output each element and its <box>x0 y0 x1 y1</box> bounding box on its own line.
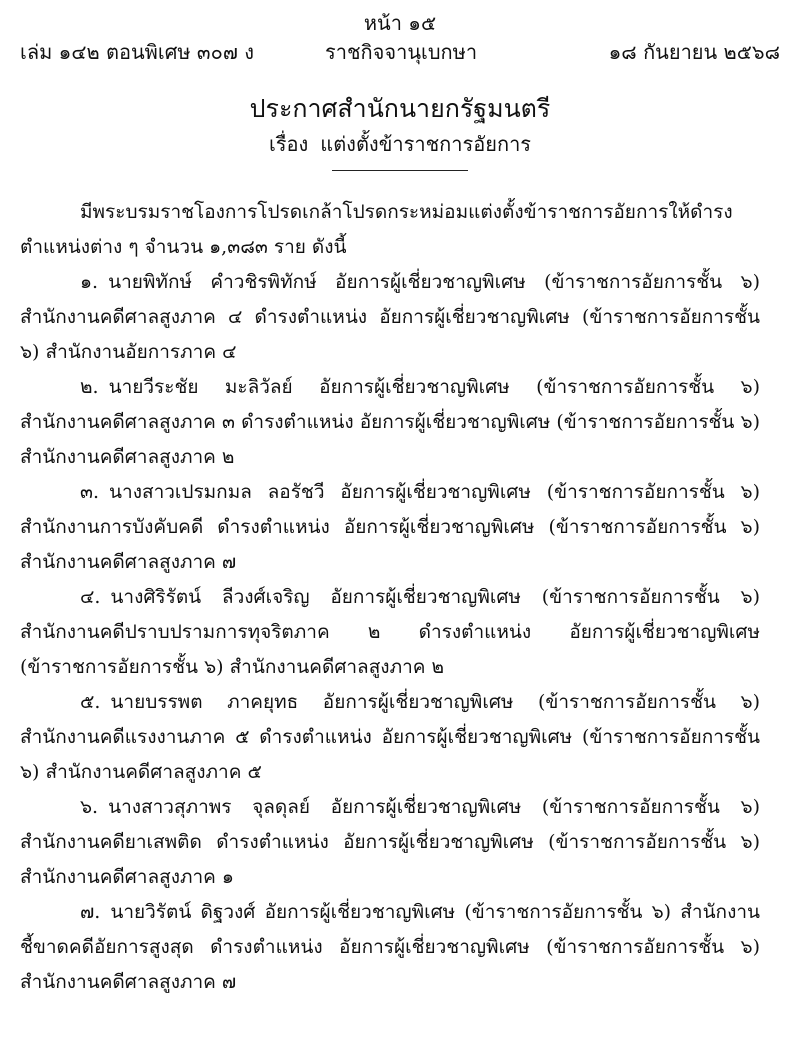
subject-text: แต่งตั้งข้าราชการอัยการ <box>320 132 532 156</box>
title-divider <box>332 170 468 171</box>
item-text: นางสาวสุภาพร จุลดุลย์ อัยการผู้เชี่ยวชาญพิเศษ (ข้าราชการอัยการชั้น ๖) สำนักงานคดียาเสพติด ดำรงตำแหน่ง อัยการผู้เชี่ยวชาญพิเศษ (ข้าราชการอัยการชั้น ๖) สำนักงานคดีศาลสูงภาค ๑ <box>20 796 760 888</box>
item-text: นายบรรพต ภาคยุทธ อัยการผู้เชี่ยวชาญพิเศษ (ข้าราชการอัยการชั้น ๖) สำนักงานคดีแรงงานภาค ๕ ดำรงตำแหน่ง อัยการผู้เชี่ยวชาญพิเศษ (ข้าราชการอัยการชั้น ๖) สำนักงานคดีศาลสูงภาค ๕ <box>20 691 760 783</box>
list-item <box>20 370 760 475</box>
item-number: ๔. <box>80 586 101 608</box>
announcement-subject <box>0 130 800 158</box>
item-number: ๓. <box>80 481 100 503</box>
list-item <box>20 895 760 1000</box>
intro-paragraph: มีพระบรมราชโองการโปรดเกล้าโปรดกระหม่อมแต่งตั้งข้าราชการอัยการให้ดำรงตำแหน่งต่าง ๆ จำนวน ๑,๓๘๓ ราย ดังนี้ <box>20 201 733 258</box>
publication-name: ราชกิจจานุเบกษา <box>325 40 478 64</box>
item-text: นางศิริรัตน์ ลีวงศ์เจริญ อัยการผู้เชี่ยวชาญพิเศษ (ข้าราชการอัยการชั้น ๖) สำนักงานคดีปราบปรามการทุจริตภาค ๒ ดำรงตำแหน่ง อัยการผู้เชี่ยวชาญพิเศษ (ข้าราชการอัยการชั้น ๖) สำนักงานคดีศาลสูงภาค ๒ <box>20 586 760 678</box>
item-text: นายพิทักษ์ คำวชิรพิทักษ์ อัยการผู้เชี่ยวชาญพิเศษ (ข้าราชการอัยการชั้น ๖) สำนักงานคดีศาลสูงภาค ๔ ดำรงตำแหน่ง อัยการผู้เชี่ยวชาญพิเศษ (ข้าราชการอัยการชั้น ๖) สำนักงานอัยการภาค ๔ <box>20 271 760 363</box>
item-text: นางสาวเปรมกมล ลอรัชวี อัยการผู้เชี่ยวชาญพิเศษ (ข้าราชการอัยการชั้น ๖) สำนักงานการบังคับคดี ดำรงตำแหน่ง อัยการผู้เชี่ยวชาญพิเศษ (ข้าราชการอัยการชั้น ๖) สำนักงานคดีศาลสูงภาค ๗ <box>20 481 760 573</box>
list-item <box>20 685 760 790</box>
volume-issue: เล่ม ๑๔๒ ตอนพิเศษ ๓๐๗ ง <box>20 40 254 64</box>
list-item <box>20 790 760 895</box>
gazette-header <box>20 38 780 66</box>
item-text: นายวิรัตน์ ดิฐวงศ์ อัยการผู้เชี่ยวชาญพิเศษ (ข้าราชการอัยการชั้น ๖) สำนักงานชี้ขาดคดีอัยการสูงสุด ดำรงตำแหน่ง อัยการผู้เชี่ยวชาญพิเศษ (ข้าราชการอัยการชั้น ๖) สำนักงานคดีศาลสูงภาค ๗ <box>20 901 760 993</box>
item-text: นายวีระชัย มะลิวัลย์ อัยการผู้เชี่ยวชาญพิเศษ (ข้าราชการอัยการชั้น ๖) สำนักงานคดีศาลสูงภาค ๓ ดำรงตำแหน่ง อัยการผู้เชี่ยวชาญพิเศษ (ข้าราชการอัยการชั้น ๖) สำนักงานคดีศาลสูงภาค ๒ <box>20 376 760 468</box>
list-item <box>20 265 760 370</box>
item-number: ๑. <box>80 271 99 293</box>
list-item <box>20 580 760 685</box>
list-item <box>20 475 760 580</box>
page-number: หน้า ๑๕ <box>363 11 437 35</box>
announcement-body <box>20 195 760 1000</box>
publication-date: ๑๘ กันยายน ๒๕๖๘ <box>608 40 780 64</box>
item-number: ๕. <box>80 691 101 713</box>
subject-label: เรื่อง <box>268 132 309 156</box>
item-number: ๖. <box>80 796 99 818</box>
item-number: ๗. <box>80 901 101 923</box>
announcement-title: ประกาศสำนักนายกรัฐมนตรี <box>249 94 551 123</box>
item-number: ๒. <box>80 376 99 398</box>
